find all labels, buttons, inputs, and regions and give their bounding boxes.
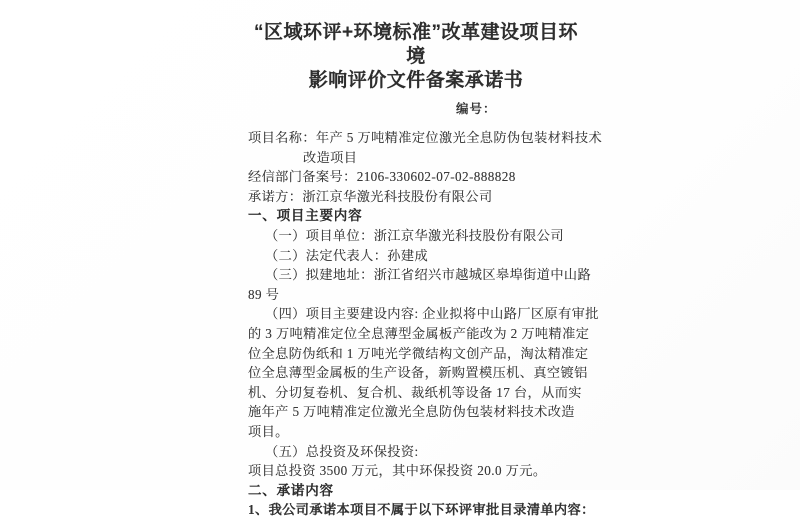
document-body bbox=[248, 128, 603, 520]
document-line: 位全息防伪纸和 1 万吨光学微结构文创产品，淘汰精准定 bbox=[248, 345, 589, 361]
document-line: （四）项目主要建设内容: 企业拟将中山路厂区原有审批 bbox=[265, 306, 599, 322]
document-line: 的 3 万吨精准定位全息薄型金属板产能改为 2 万吨精准定 bbox=[248, 325, 590, 341]
document-line: 施年产 5 万吨精准定位激光全息防伪包装材料技术改造 bbox=[248, 404, 575, 420]
document-line: 项目。 bbox=[248, 423, 289, 439]
document-title bbox=[248, 21, 584, 93]
document-line: 89 号 bbox=[248, 286, 280, 302]
document-line: 承诺方：浙江京华激光科技股份有限公司 bbox=[248, 188, 493, 204]
document-page bbox=[248, 0, 603, 520]
document-title-line2: 影响评价文件备案承诺书 bbox=[308, 70, 524, 91]
document-line: 改造项目 bbox=[303, 149, 358, 165]
document-title-line1: “区域环评+环境标准”改革建设项目环境 bbox=[253, 22, 579, 67]
document-line: （三）拟建地址：浙江省绍兴市越城区皋埠街道中山路 bbox=[265, 267, 592, 283]
section-heading: 二、承诺内容 bbox=[248, 482, 334, 498]
document-line: 项目名称：年产 5 万吨精准定位激光全息防伪包装材料技术 bbox=[248, 130, 603, 145]
document-line: 项目总投资 3500 万元，其中环保投资 20.0 万元。 bbox=[248, 463, 547, 479]
document-line: 1、我公司承诺本项目不属于以下环评审批目录清单内容： bbox=[248, 502, 595, 518]
document-line: （一）项目单位：浙江京华激光科技股份有限公司 bbox=[265, 227, 564, 243]
document-line: 机、分切复卷机、复合机、裁纸机等设备 17 台，从而实 bbox=[248, 384, 582, 400]
document-line: 经信部门备案号：2106-330602-07-02-888828 bbox=[248, 169, 516, 185]
document-line: （五）总投资及环保投资: bbox=[265, 443, 419, 459]
document-number-label: 编号： bbox=[456, 102, 497, 116]
section-heading: 一、项目主要内容 bbox=[248, 208, 363, 224]
document-line: （二）法定代表人：孙建成 bbox=[265, 247, 429, 263]
document-line: 位全息薄型金属板的生产设备，新购置模压机、真空镀铝 bbox=[248, 365, 588, 381]
